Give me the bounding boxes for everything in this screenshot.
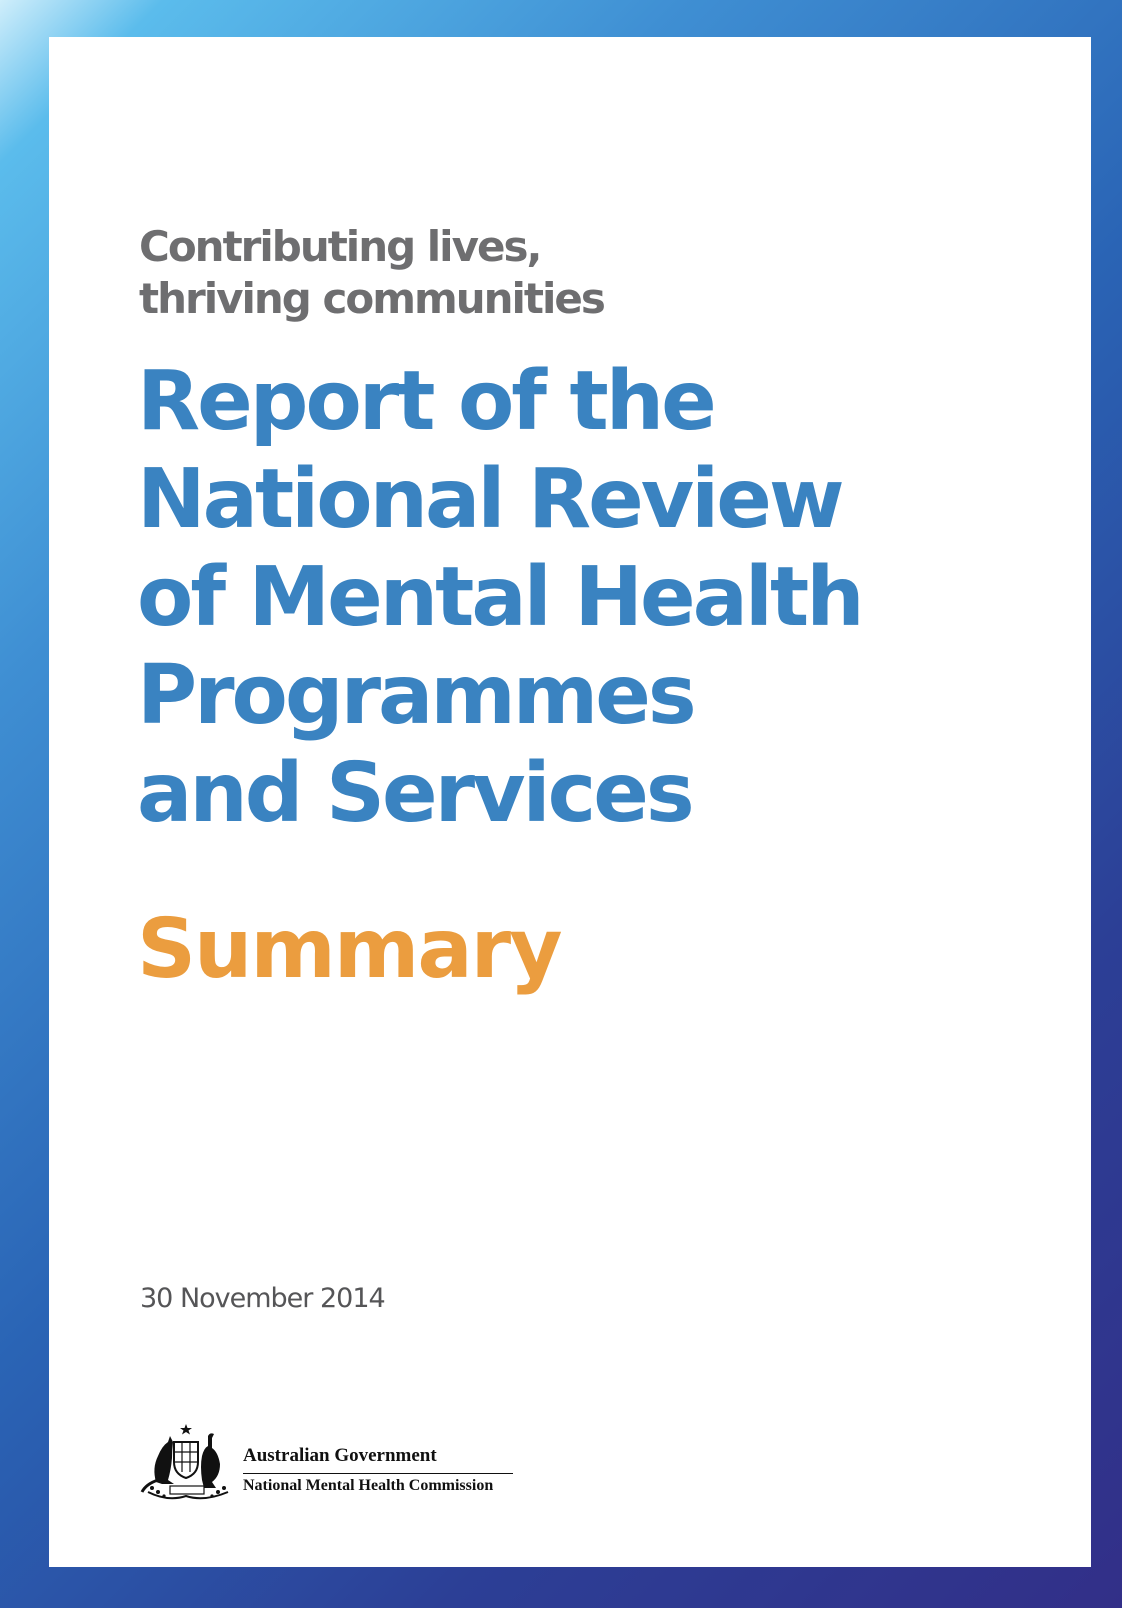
- government-logo: [138, 1422, 598, 1512]
- title-line: of Mental Health: [137, 550, 862, 645]
- commission-name: National Mental Health Commission: [243, 1477, 494, 1494]
- title-line: National Review: [137, 452, 842, 547]
- title-line: Programmes: [137, 648, 694, 743]
- title-line: and Services: [137, 746, 692, 841]
- government-name: Australian Government: [243, 1445, 437, 1466]
- tagline-line: thriving communities: [139, 274, 604, 323]
- publication-date: 30 November 2014: [140, 1283, 385, 1314]
- title-line: Report of the: [137, 354, 714, 449]
- report-title: [137, 353, 862, 843]
- tagline: [139, 221, 604, 325]
- coat-of-arms-icon: [138, 1422, 238, 1504]
- cover-page: [49, 37, 1091, 1567]
- logo-divider: [243, 1473, 513, 1474]
- summary-subtitle: Summary: [137, 902, 561, 997]
- tagline-line: Contributing lives,: [139, 222, 541, 271]
